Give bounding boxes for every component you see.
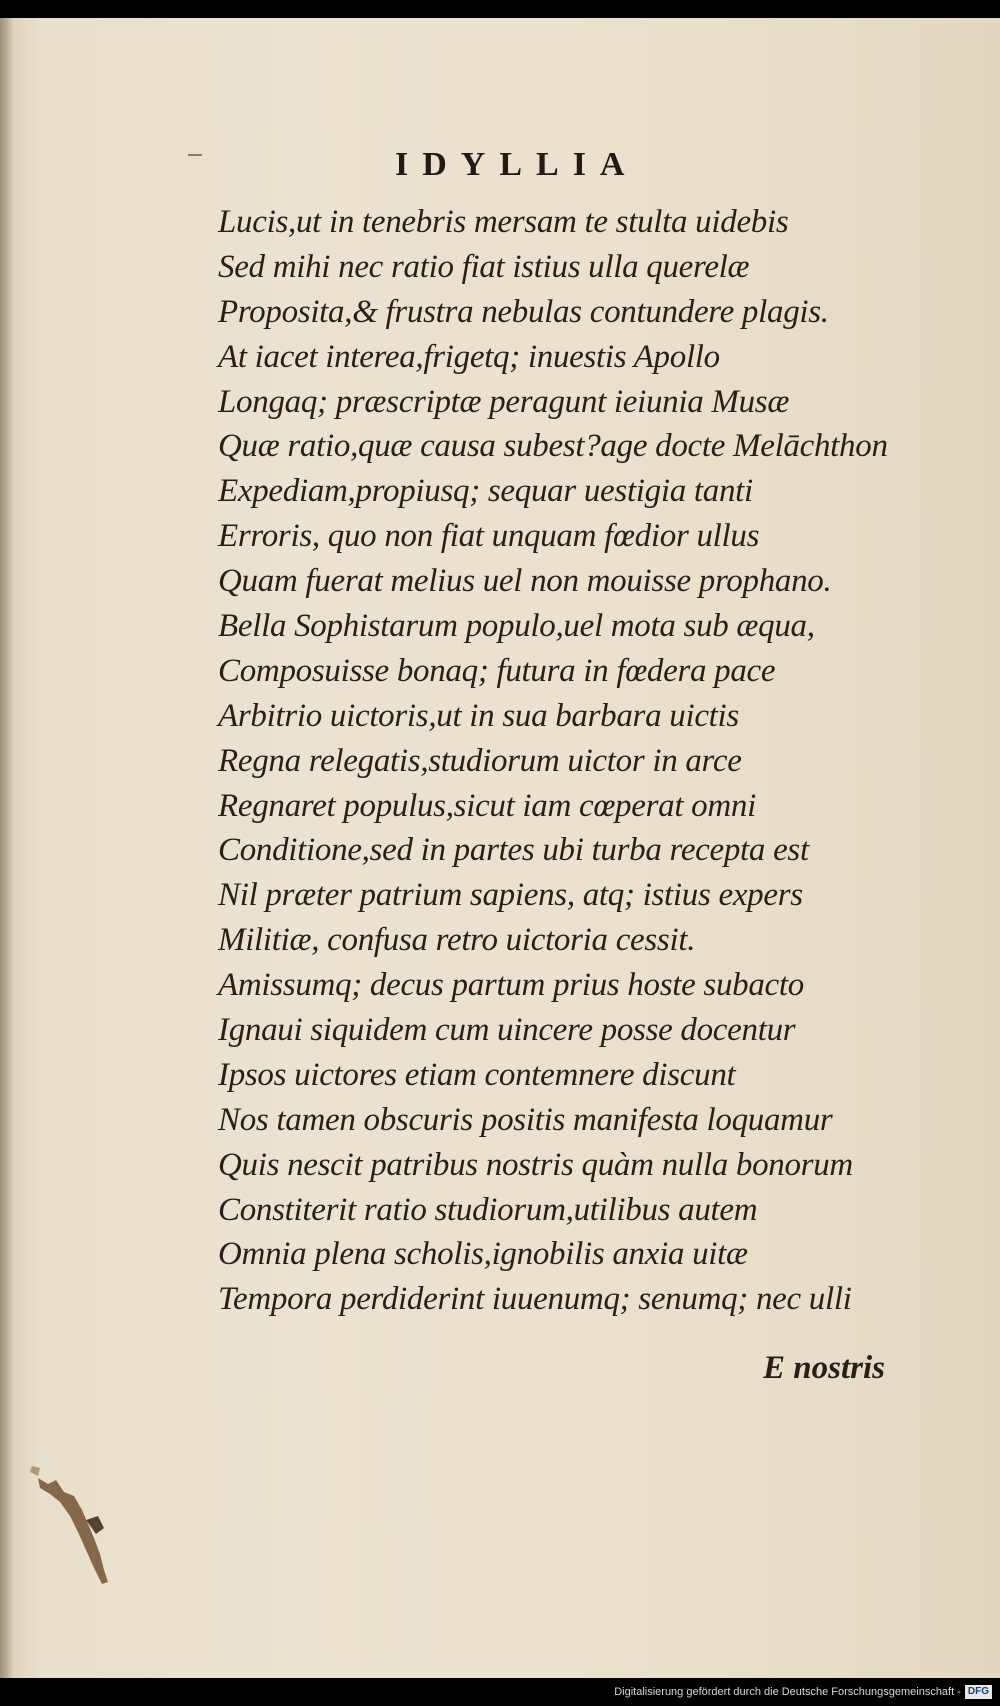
margin-mark bbox=[188, 154, 202, 156]
ink-stain bbox=[30, 1458, 120, 1588]
verse-line: Ignaui siquidem cum uincere posse docentur bbox=[218, 1012, 796, 1049]
verse-line: Regnaret populus,sicut iam cœperat omni bbox=[218, 787, 756, 824]
verse-line: Arbitrio uictoris,ut in sua barbara uictis bbox=[218, 697, 739, 734]
book-page bbox=[0, 18, 1000, 1678]
verse-line: Proposita,& frustra nebulas contundere plagis. bbox=[218, 293, 829, 330]
verse-line: Tempora perdiderint iuuenumq; senumq; nec ulli bbox=[218, 1281, 852, 1318]
verse-block bbox=[218, 200, 958, 1322]
verse-line: At iacet interea,frigetq; inuestis Apollo bbox=[218, 338, 720, 375]
verse-line: Constiterit ratio studiorum,utilibus autem bbox=[218, 1191, 758, 1228]
verse-line: Nil præter patrium sapiens, atq; istius expers bbox=[218, 877, 803, 914]
verse-line: Quæ ratio,quæ causa subest?age docte Melāchthon bbox=[218, 428, 888, 465]
verse-line: Amissumq; decus partum prius hoste subacto bbox=[218, 967, 804, 1004]
catchword: E nostris bbox=[763, 1350, 885, 1386]
dfg-logo: DFG bbox=[965, 1685, 992, 1699]
verse-line: Militiæ, confusa retro uictoria cessit. bbox=[218, 922, 696, 959]
verse-line: Conditione,sed in partes ubi turba recepta est bbox=[218, 832, 809, 869]
credit-text: Digitalisierung gefördert durch die Deutsche Forschungsgemeinschaft - bbox=[614, 1686, 961, 1698]
digitization-credit bbox=[614, 1682, 992, 1702]
page-gutter-shadow bbox=[0, 18, 14, 1678]
verse-line: Sed mihi nec ratio fiat istius ulla querelæ bbox=[218, 248, 750, 285]
verse-line: Erroris, quo non fiat unquam fœdior ullus bbox=[218, 518, 760, 555]
verse-line: Nos tamen obscuris positis manifesta loquamur bbox=[218, 1101, 833, 1138]
verse-line: Expediam,propiusq; sequar uestigia tanti bbox=[218, 473, 753, 510]
verse-line: Quis nescit patribus nostris quàm nulla bonorum bbox=[218, 1146, 853, 1183]
verse-line: Omnia plena scholis,ignobilis anxia uitæ bbox=[218, 1236, 748, 1273]
verse-line: Bella Sophistarum populo,uel mota sub æqua, bbox=[218, 608, 815, 645]
verse-line: Ipsos uictores etiam contemnere discunt bbox=[218, 1056, 736, 1093]
running-head: IDYLLIA bbox=[395, 146, 639, 183]
verse-line: Regna relegatis,studiorum uictor in arce bbox=[218, 742, 742, 779]
verse-line: Lucis,ut in tenebris mersam te stulta uidebis bbox=[218, 204, 789, 240]
verse-line: Composuisse bonaq; futura in fœdera pace bbox=[218, 652, 776, 689]
verse-line: Quam fuerat melius uel non mouisse prophano. bbox=[218, 563, 832, 600]
verse-line: Longaq; præscriptæ peragunt ieiunia Musæ bbox=[218, 383, 790, 420]
